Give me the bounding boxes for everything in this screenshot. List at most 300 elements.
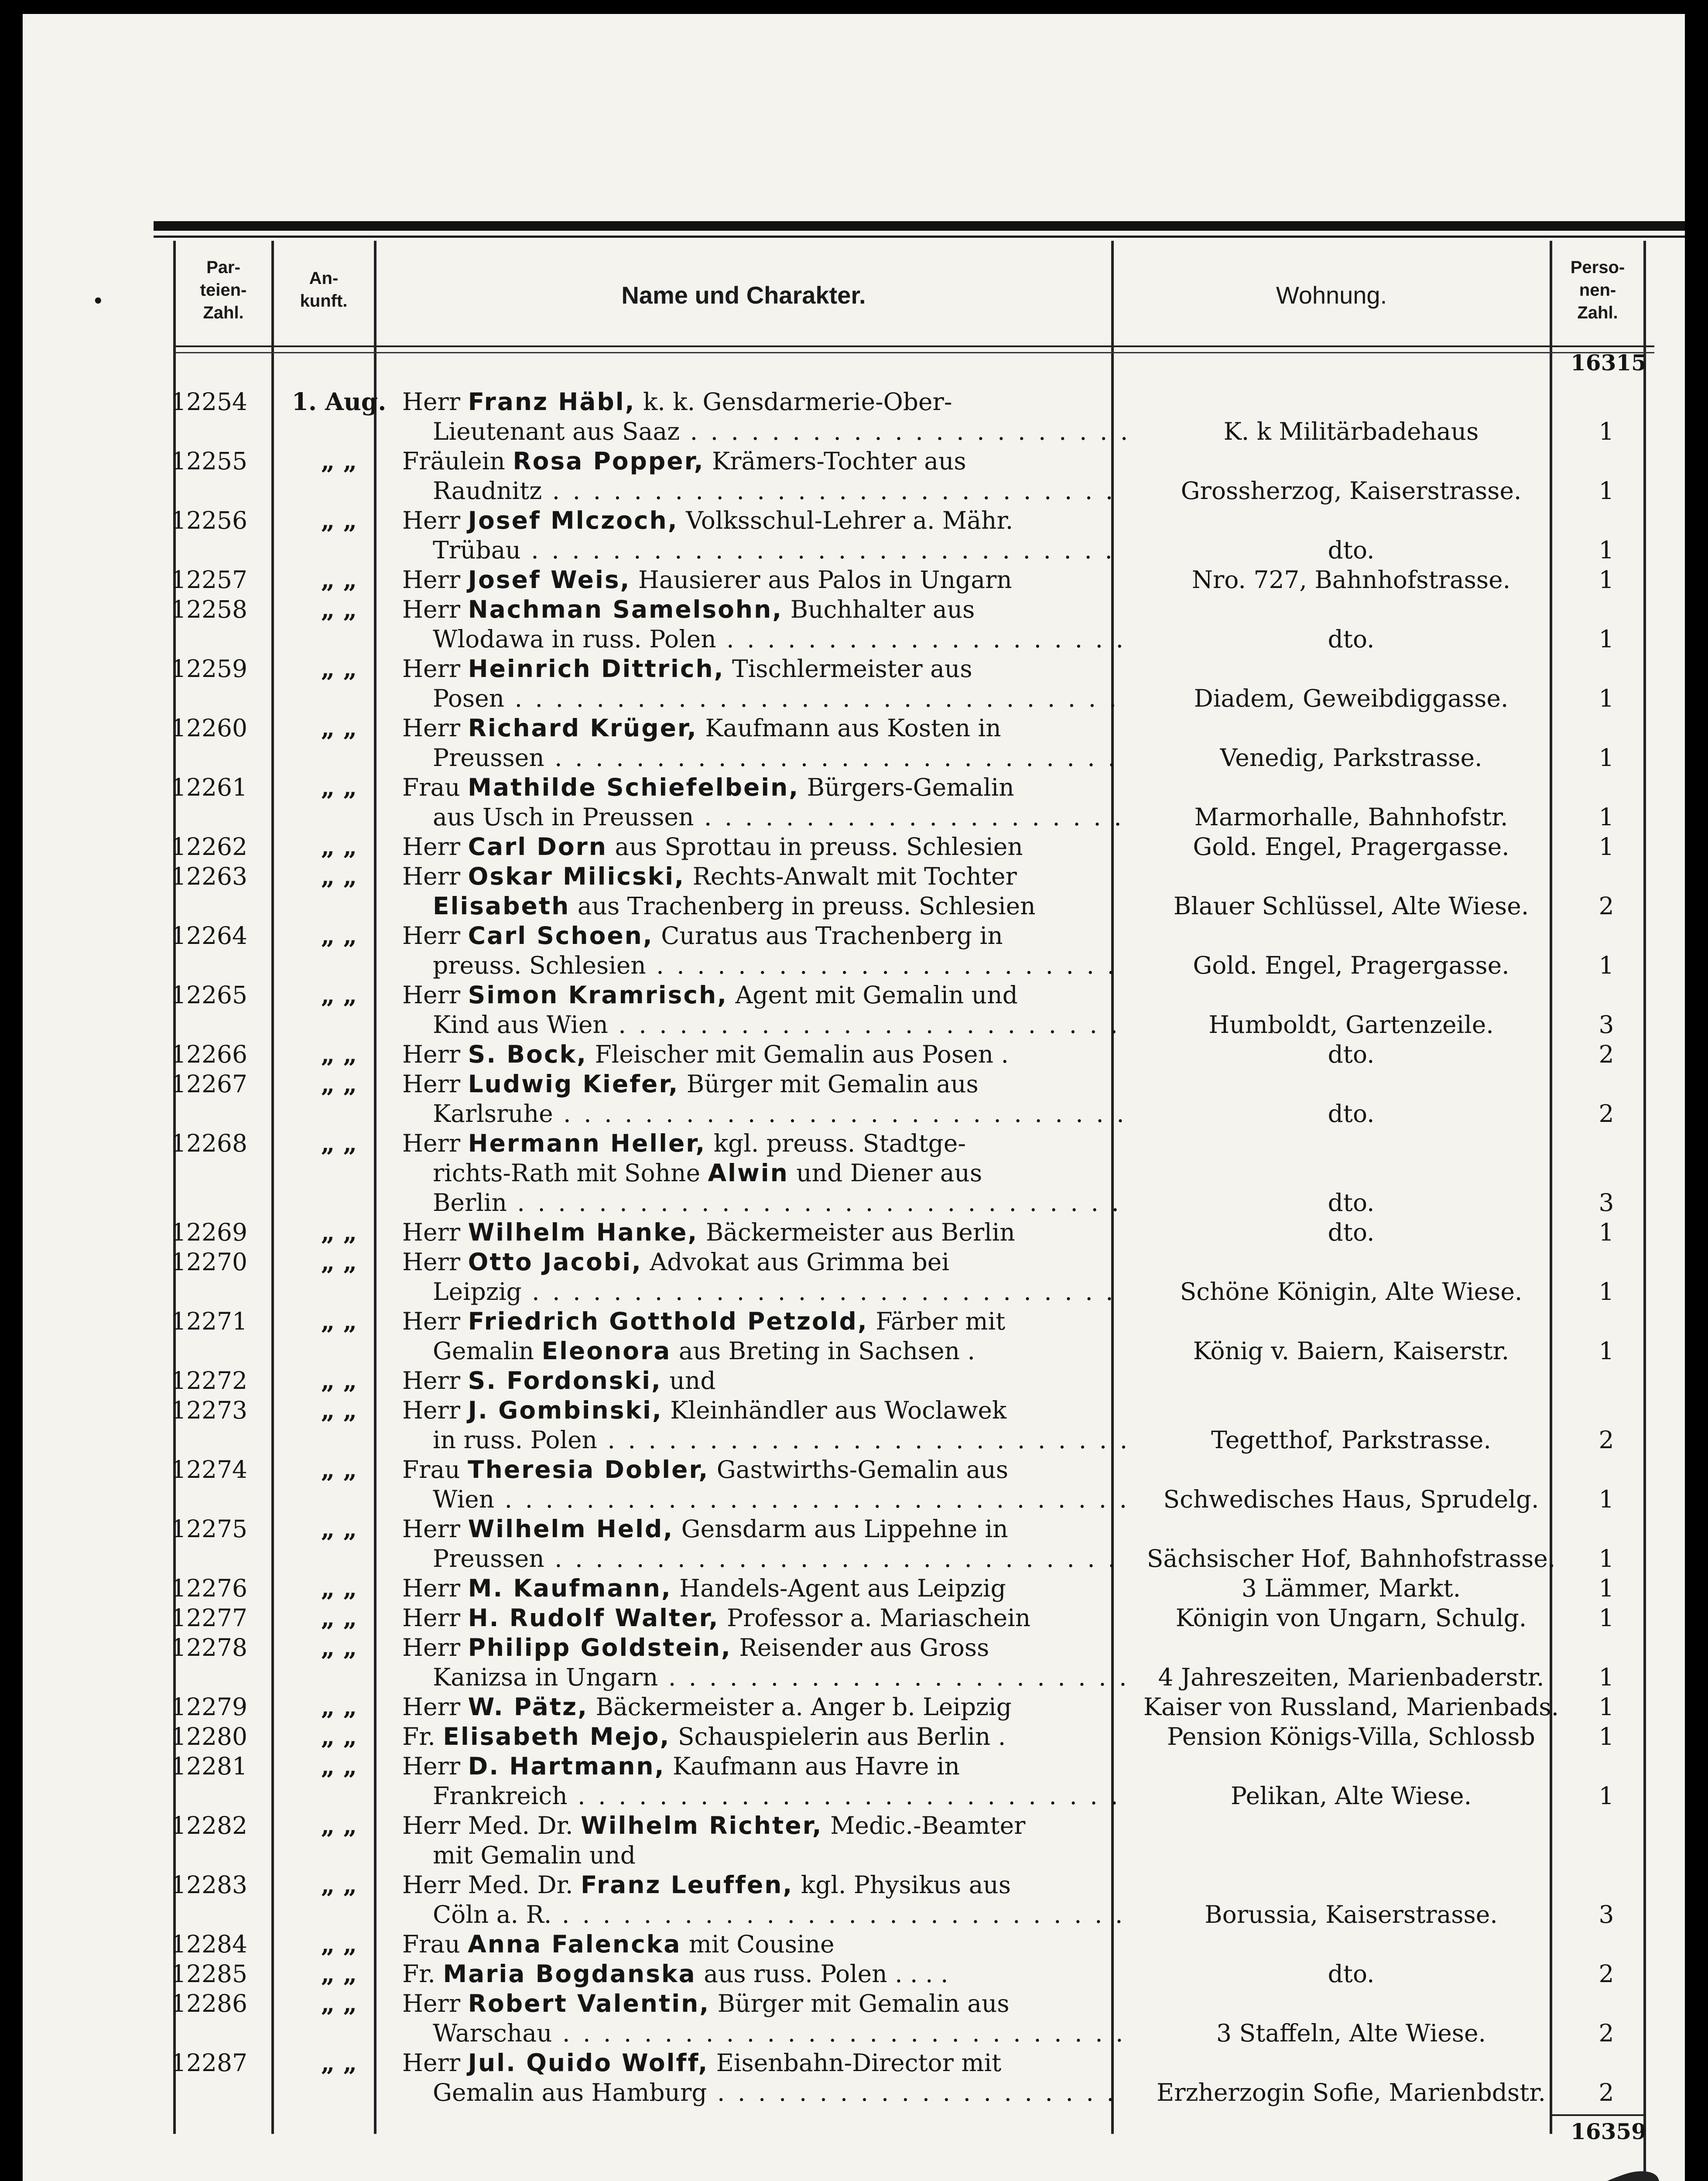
name-and-character: [402, 1247, 1126, 1306]
arrival-date: „ „: [321, 832, 357, 861]
salutation: Herr: [402, 1990, 461, 2017]
guest-description: Reisender aus Gross: [739, 1634, 989, 1661]
companion-name: Alwin: [708, 1159, 789, 1187]
party-number: 12260: [171, 714, 247, 742]
guest-name: M. Kaufmann,: [468, 1574, 672, 1602]
guest-name: Theresia Dobler,: [468, 1456, 709, 1484]
register-row: [23, 1603, 1685, 1633]
guest-origin: Preussen: [433, 744, 544, 772]
register-row: [23, 1514, 1685, 1573]
guest-name: Elisabeth Mejo,: [443, 1723, 671, 1750]
arrival-date: „ „: [321, 595, 357, 623]
party-number: 12267: [171, 1070, 247, 1098]
residence: Sächsischer Hof, Bahnhofstrasse.: [1147, 1545, 1556, 1573]
name-and-character: [402, 1128, 1126, 1217]
guest-origin: Raudnitz: [433, 477, 542, 505]
person-count: 3: [1598, 1901, 1614, 1928]
guest-description: Gemalin: [433, 1337, 534, 1365]
register-row: [23, 506, 1685, 565]
register-row: [23, 595, 1685, 654]
name-and-character: [402, 1870, 1126, 1929]
person-count: 1: [1598, 566, 1614, 594]
register-row: [23, 1069, 1685, 1128]
header-person-count: Perso- nen- Zahl.: [1570, 258, 1625, 322]
salutation: Herr: [402, 714, 461, 742]
name-and-character: [402, 1633, 1126, 1692]
register-row: [23, 1959, 1685, 1989]
salutation: Herr: [402, 1515, 461, 1543]
arrival-date: „ „: [321, 773, 357, 801]
guest-description: Kleinhändler aus Woclawek: [670, 1396, 1007, 1424]
residence: Tegetthof, Parkstrasse.: [1211, 1426, 1491, 1454]
guest-name: Richard Krüger,: [468, 714, 698, 742]
guest-description: k. k. Gensdarmerie-Ober-: [643, 388, 952, 416]
salutation: Herr: [402, 1070, 461, 1098]
register-row: [23, 832, 1685, 861]
residence: dto.: [1328, 1960, 1375, 1988]
header-rule: [175, 345, 1654, 347]
name-and-character: [402, 921, 1126, 980]
guest-description: Bäckermeister aus Berlin: [705, 1218, 1015, 1246]
arrival-date: 1. Aug.: [291, 387, 387, 416]
party-number: 12256: [171, 506, 247, 534]
guest-name: W. Pätz,: [468, 1693, 588, 1721]
register-row: [23, 2048, 1685, 2107]
register-row: [23, 1306, 1685, 1366]
register-row: [23, 387, 1685, 446]
person-count: 1: [1598, 477, 1614, 505]
person-count: 2: [1598, 892, 1614, 920]
guest-origin: Kind aus Wien: [433, 1011, 608, 1039]
salutation: Herr: [402, 1129, 461, 1157]
residence: Königin von Ungarn, Schulg.: [1175, 1604, 1527, 1632]
total-rule: [1552, 2114, 1643, 2116]
guest-description: Curatus aus Trachenberg in: [661, 922, 1003, 950]
guest-origin: Gemalin aus Hamburg: [433, 2078, 707, 2106]
person-count: 1: [1598, 1545, 1614, 1573]
person-count: 1: [1598, 744, 1614, 772]
arrival-date: „ „: [321, 1248, 357, 1276]
guest-name: Nachman Samelsohn,: [468, 595, 783, 623]
name-and-character: [402, 565, 1126, 595]
name-and-character: [402, 1603, 1126, 1633]
party-number: 12265: [171, 981, 247, 1009]
salutation: Herr Med. Dr.: [402, 1871, 573, 1899]
name-and-character: [402, 1573, 1126, 1603]
register-row: [23, 1811, 1685, 1870]
name-and-character: [402, 1692, 1126, 1722]
guest-description: Gensdarm aus Lippehne in: [681, 1515, 1008, 1543]
top-rule: [154, 221, 1685, 231]
register-entries: [23, 387, 1685, 2107]
guest-name: Wilhelm Hanke,: [468, 1218, 698, 1246]
residence: Nro. 727, Bahnhofstrasse.: [1191, 566, 1511, 594]
name-and-character: [402, 506, 1126, 565]
guest-name: J. Gombinski,: [468, 1396, 663, 1424]
register-row: [23, 1366, 1685, 1395]
arrival-date: „ „: [321, 1070, 357, 1098]
name-and-character: [402, 1366, 1126, 1395]
guest-description: Krämers-Tochter aus: [712, 447, 966, 475]
guest-description: kgl. preuss. Stadtge-: [713, 1129, 966, 1157]
guest-name: Josef Weis,: [468, 566, 631, 594]
party-number: 12268: [171, 1129, 247, 1157]
person-count: 1: [1598, 417, 1614, 445]
arrival-date: „ „: [321, 1752, 357, 1780]
name-and-character: [402, 773, 1126, 832]
guest-origin: Posen: [433, 684, 505, 712]
guest-name: Philipp Goldstein,: [468, 1634, 732, 1661]
name-and-character: [402, 1069, 1126, 1128]
header-arrival: An- kunft.: [300, 269, 348, 311]
salutation: Herr Med. Dr.: [402, 1812, 573, 1839]
register-row: [23, 713, 1685, 773]
party-number: 12263: [171, 862, 247, 890]
guest-origin: in russ. Polen: [433, 1426, 598, 1454]
guest-origin: Trübau: [433, 536, 521, 564]
salutation: Herr: [402, 862, 461, 890]
companion-name: Elisabeth: [433, 892, 570, 920]
register-row: [23, 1722, 1685, 1751]
guest-origin: Preussen: [433, 1545, 544, 1573]
arrival-date: „ „: [321, 447, 357, 475]
guest-description: aus russ. Polen . . . .: [704, 1960, 948, 1988]
person-count: 1: [1598, 1337, 1614, 1365]
register-row: [23, 1039, 1685, 1069]
name-and-character: [402, 1217, 1126, 1247]
salutation: Herr: [402, 2049, 461, 2077]
residence: Kaiser von Russland, Marienbads.: [1143, 1693, 1559, 1721]
residence: 4 Jahreszeiten, Marienbaderstr.: [1158, 1663, 1544, 1691]
party-number: 12287: [171, 2049, 247, 2077]
guest-name: Mathilde Schiefelbein,: [468, 773, 800, 801]
residence: K. k Militärbadehaus: [1223, 417, 1479, 445]
guest-origin: Kanizsa in Ungarn: [433, 1663, 658, 1691]
guest-description: Buchhalter aus: [790, 595, 975, 623]
name-and-character: [402, 1306, 1126, 1366]
arrival-date: „ „: [321, 1129, 357, 1157]
register-page: [23, 14, 1685, 2181]
person-count: 1: [1598, 625, 1614, 653]
person-count: 2: [1598, 1100, 1614, 1128]
residence: 3 Lämmer, Markt.: [1241, 1574, 1461, 1602]
residence: Grossherzog, Kaiserstrasse.: [1181, 477, 1522, 505]
residence: dto.: [1328, 625, 1375, 653]
arrival-date: „ „: [321, 506, 357, 534]
register-row: [23, 446, 1685, 506]
arrival-date: „ „: [321, 1989, 357, 2017]
companion-name: Eleonora: [541, 1337, 671, 1365]
party-number: 12259: [171, 655, 247, 683]
salutation: Fr.: [402, 1960, 435, 1988]
guest-name: S. Fordonski,: [468, 1367, 662, 1395]
residence: Pelikan, Alte Wiese.: [1230, 1782, 1472, 1810]
register-row: [23, 1929, 1685, 1959]
guest-name: Franz Leuffen,: [580, 1871, 794, 1899]
person-count: 1: [1598, 1604, 1614, 1632]
party-number: 12278: [171, 1634, 247, 1661]
guest-name: Jul. Quido Wolff,: [468, 2049, 709, 2077]
guest-name: Wilhelm Held,: [468, 1515, 674, 1543]
guest-origin: Warschau: [433, 2019, 552, 2047]
guest-name: Carl Dorn: [468, 833, 607, 861]
person-count: 1: [1598, 536, 1614, 564]
arrival-date: „ „: [321, 1218, 357, 1246]
party-number: 12272: [171, 1367, 247, 1395]
name-and-character: [402, 1959, 1126, 1989]
person-count: 1: [1598, 1663, 1614, 1691]
arrival-date: „ „: [321, 1811, 357, 1839]
salutation: Herr: [402, 1248, 461, 1276]
arrival-date: „ „: [321, 1692, 357, 1721]
ink-blot: [1571, 2164, 1668, 2181]
salutation: Herr: [402, 655, 461, 683]
guest-description: Gastwirths-Gemalin aus: [716, 1456, 1009, 1484]
party-number: 12283: [171, 1871, 247, 1899]
guest-origin: Berlin: [433, 1189, 507, 1217]
guest-description: Agent mit Gemalin und: [735, 981, 1018, 1009]
guest-description: Advokat aus Grimma bei: [650, 1248, 949, 1276]
arrival-date: „ „: [321, 1722, 357, 1750]
person-count: 2: [1598, 1426, 1614, 1454]
party-number: 12254: [171, 388, 247, 416]
guest-name: Maria Bogdanska: [443, 1960, 696, 1988]
person-count: 1: [1598, 1218, 1614, 1246]
guest-description: Färber mit: [876, 1307, 1006, 1335]
guest-name: Josef Mlczoch,: [468, 506, 678, 534]
party-number: 12277: [171, 1604, 247, 1632]
register-row: [23, 1128, 1685, 1217]
salutation: Frau: [402, 1456, 460, 1484]
salutation: Herr: [402, 1604, 461, 1632]
guest-name: Hermann Heller,: [468, 1129, 706, 1157]
guest-origin: aus Usch in Preussen: [433, 803, 694, 831]
person-count: 1: [1598, 1485, 1614, 1513]
guest-name: Carl Schoen,: [468, 922, 654, 950]
name-and-character: [402, 2048, 1126, 2107]
register-row: [23, 773, 1685, 832]
guest-name: D. Hartmann,: [468, 1752, 665, 1780]
residence: Pension Königs-Villa, Schlossb: [1167, 1723, 1535, 1750]
guest-name: Friedrich Gotthold Petzold,: [468, 1307, 868, 1335]
residence: Borussia, Kaiserstrasse.: [1205, 1901, 1498, 1928]
end-total: 16359: [1571, 2119, 1646, 2144]
salutation: Herr: [402, 506, 461, 534]
residence: Gold. Engel, Pragergasse.: [1193, 833, 1509, 861]
register-row: [23, 1633, 1685, 1692]
salutation: Herr: [402, 1574, 461, 1602]
guest-name: H. Rudolf Walter,: [468, 1604, 719, 1632]
salutation: Herr: [402, 1367, 461, 1395]
party-number: 12275: [171, 1515, 247, 1543]
party-number: 12261: [171, 773, 247, 801]
name-and-character: [402, 861, 1126, 921]
register-row: [23, 1870, 1685, 1929]
residence: Venedig, Parkstrasse.: [1220, 744, 1482, 772]
guest-name: S. Bock,: [468, 1040, 588, 1068]
salutation: Herr: [402, 1693, 461, 1721]
party-number: 12255: [171, 447, 247, 475]
person-count: 1: [1598, 1693, 1614, 1721]
residence: Blauer Schlüssel, Alte Wiese.: [1173, 892, 1529, 920]
arrival-date: „ „: [321, 654, 357, 683]
salutation: Herr: [402, 1396, 461, 1424]
name-and-character: [402, 1989, 1126, 2048]
guest-origin: Wlodawa in russ. Polen: [433, 625, 716, 653]
name-and-character: [402, 980, 1126, 1039]
party-number: 12279: [171, 1693, 247, 1721]
top-rule-thin: [154, 236, 1685, 238]
arrival-date: „ „: [321, 1366, 357, 1395]
party-number: 12273: [171, 1396, 247, 1424]
name-and-character: [402, 1395, 1126, 1455]
register-row: [23, 1692, 1685, 1722]
residence: dto.: [1328, 1189, 1375, 1217]
arrival-date: „ „: [321, 862, 357, 890]
guest-name: Heinrich Dittrich,: [468, 655, 725, 683]
arrival-date: „ „: [321, 1930, 357, 1958]
person-count: 3: [1598, 1011, 1614, 1039]
residence: Marmorhalle, Bahnhofstr.: [1194, 803, 1508, 831]
person-count: 1: [1598, 1278, 1614, 1306]
guest-name: Oskar Milicski,: [468, 862, 685, 890]
party-number: 12284: [171, 1930, 247, 1958]
arrival-date: „ „: [321, 921, 357, 950]
arrival-date: „ „: [321, 714, 357, 742]
guest-origin: Leipzig: [433, 1278, 522, 1306]
person-count: 1: [1598, 684, 1614, 712]
salutation: Frau: [402, 1930, 460, 1958]
person-count: 1: [1598, 1782, 1614, 1810]
party-number: 12258: [171, 595, 247, 623]
register-row: [23, 565, 1685, 595]
salutation: Herr: [402, 833, 461, 861]
guest-description: Volksschul-Lehrer a. Mähr.: [686, 506, 1013, 534]
residence: Gold. Engel, Pragergasse.: [1193, 951, 1509, 979]
residence: Schwedisches Haus, Sprudelg.: [1163, 1485, 1539, 1513]
guest-description: aus Sprottau in preuss. Schlesien: [615, 833, 1023, 861]
person-count: 1: [1598, 833, 1614, 861]
salutation: Herr: [402, 922, 461, 950]
residence: Humboldt, Gartenzeile.: [1208, 1011, 1494, 1039]
guest-origin: Karlsruhe: [433, 1100, 553, 1128]
person-count: 1: [1598, 951, 1614, 979]
register-row: [23, 1247, 1685, 1306]
person-count: 1: [1598, 1723, 1614, 1750]
residence: dto.: [1328, 536, 1375, 564]
residence: König v. Baiern, Kaiserstr.: [1193, 1337, 1509, 1365]
residence: dto.: [1328, 1040, 1375, 1068]
name-and-character: [402, 1751, 1126, 1811]
guest-name: Otto Jacobi,: [468, 1248, 642, 1276]
guest-origin: aus Trachenberg in preuss. Schlesien: [577, 892, 1036, 920]
arrival-date: „ „: [321, 1396, 357, 1424]
party-number: 12266: [171, 1040, 247, 1068]
party-number: 12276: [171, 1574, 247, 1602]
residence: Schöne Königin, Alte Wiese.: [1180, 1278, 1523, 1306]
name-and-character: [402, 387, 1126, 446]
person-count: 1: [1598, 803, 1614, 831]
guest-origin: Frankreich: [433, 1782, 568, 1810]
guest-name: Rosa Popper,: [513, 447, 705, 475]
guest-description: Bäckermeister a. Anger b. Leipzig: [596, 1693, 1012, 1721]
salutation: Herr: [402, 1634, 461, 1661]
guest-description: und: [669, 1367, 716, 1395]
guest-description: Kaufmann aus Havre in: [672, 1752, 960, 1780]
salutation: Herr: [402, 1752, 461, 1780]
guest-description: Handels-Agent aus Leipzig: [679, 1574, 1006, 1602]
register-row: [23, 1455, 1685, 1514]
arrival-date: „ „: [321, 1455, 357, 1484]
name-and-character: [402, 654, 1126, 713]
guest-description: Schauspielerin aus Berlin .: [678, 1723, 1006, 1750]
register-row: [23, 1217, 1685, 1247]
margin-mark: •: [92, 291, 104, 311]
party-number: 12281: [171, 1752, 247, 1780]
register-row: [23, 1751, 1685, 1811]
guest-description: Rechts-Anwalt mit Tochter: [692, 862, 1017, 890]
guest-description: Bürgers-Gemalin: [807, 773, 1014, 801]
register-row: [23, 1989, 1685, 2048]
person-count: 2: [1598, 1960, 1614, 1988]
register-row: [23, 1573, 1685, 1603]
salutation: Fräulein: [402, 447, 505, 475]
register-row: [23, 980, 1685, 1039]
header-residence: Wohnung.: [1276, 281, 1387, 309]
guest-description: und Diener aus: [796, 1159, 982, 1187]
guest-origin: Wien: [433, 1485, 495, 1513]
guest-description: Hausierer aus Palos in Ungarn: [638, 566, 1012, 594]
party-number: 12269: [171, 1218, 247, 1246]
guest-name: Simon Kramrisch,: [468, 981, 728, 1009]
register-row: [23, 921, 1685, 980]
guest-description: Professor a. Mariaschein: [726, 1604, 1031, 1632]
arrival-date: „ „: [321, 1307, 357, 1335]
guest-origin: Cöln a. R.: [433, 1901, 552, 1928]
guest-origin: aus Breting in Sachsen .: [678, 1337, 976, 1365]
salutation: Frau: [402, 773, 460, 801]
party-number: 12257: [171, 566, 247, 594]
person-count: 1: [1598, 1574, 1614, 1602]
guest-description: richts-Rath mit Sohne: [433, 1159, 701, 1187]
guest-description: Fleischer mit Gemalin aus Posen .: [595, 1040, 1009, 1068]
guest-name: Franz Häbl,: [468, 388, 636, 416]
header-party-number: Par- teien- Zahl.: [200, 258, 247, 322]
name-and-character: [402, 1722, 1126, 1751]
name-and-character: [402, 1455, 1126, 1514]
residence: Diadem, Geweibdiggasse.: [1194, 684, 1509, 712]
person-count: 2: [1598, 1040, 1614, 1068]
salutation: Fr.: [402, 1723, 435, 1750]
guest-origin: Lieutenant aus Saaz: [433, 417, 680, 445]
party-number: 12270: [171, 1248, 247, 1276]
register-row: [23, 861, 1685, 921]
name-and-character: [402, 595, 1126, 654]
guest-name: Anna Falencka: [468, 1930, 681, 1958]
salutation: Herr: [402, 981, 461, 1009]
arrival-date: „ „: [321, 1959, 357, 1988]
residence: Erzherzogin Sofie, Marienbdstr.: [1157, 2078, 1546, 2106]
arrival-date: „ „: [321, 565, 357, 594]
arrival-date: „ „: [321, 1633, 357, 1661]
name-and-character: [402, 713, 1126, 773]
name-and-character: [402, 446, 1126, 506]
salutation: Herr: [402, 388, 461, 416]
guest-origin: mit Gemalin und: [433, 1841, 636, 1869]
guest-description: Bürger mit Gemalin aus: [686, 1070, 979, 1098]
party-number: 12286: [171, 1990, 247, 2017]
register-row: [23, 654, 1685, 713]
